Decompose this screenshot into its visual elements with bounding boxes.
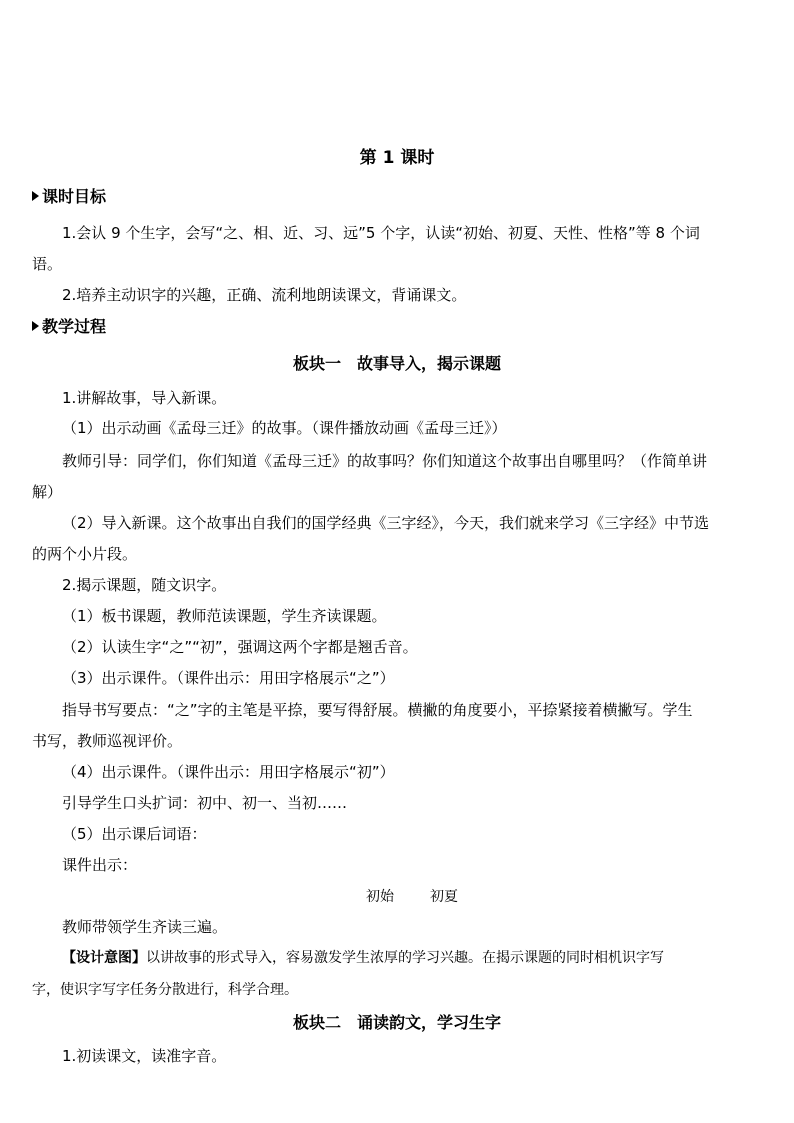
block-1-p2: （1）出示动画《孟母三迁》的故事。（课件播放动画《孟母三迁》） xyxy=(62,419,507,437)
design-intent-line-1: 【设计意图】以讲故事的形式导入，容易激发学生浓厚的学习兴趣。在揭示课题的同时相机识字写 xyxy=(62,950,664,966)
block-1-p5: 2.揭示课题，随文识字。 xyxy=(62,576,227,594)
triangle-bullet-icon xyxy=(32,191,39,201)
design-intent-label: 【设计意图】 xyxy=(62,950,146,966)
triangle-bullet-icon xyxy=(32,321,39,331)
block-1-p11: 引导学生口头扩词：初中、初一、当初…… xyxy=(62,794,348,812)
block-1-p1: 1.讲解故事，导入新课。 xyxy=(62,389,227,407)
block-1-p6: （1）板书课题，教师范读课题，学生齐读课题。 xyxy=(62,607,387,625)
goal-1-line-2: 语。 xyxy=(32,255,63,273)
block-1-p14: 教师带领学生齐读三遍。 xyxy=(62,918,228,936)
block-1-p9-line-1: 指导书写要点：“之”字的主笔是平捺，要写得舒展。横撇的角度要小，平捺紧接着横撇写。学生 xyxy=(62,701,693,719)
block-1-p12: （5）出示课后词语： xyxy=(62,825,207,843)
goal-1-line-1: 1.会认 9 个生字，会写“之、相、近、习、远”5 个字，认读“初始、初夏、天性、性格”等 8 个词 xyxy=(62,224,700,242)
section-heading-goals: 课时目标 xyxy=(32,187,106,207)
block-1-p10: （4）出示课件。（课件出示：用田字格展示“初”） xyxy=(62,763,395,781)
block-1-p9-line-2: 书写，教师巡视评价。 xyxy=(32,732,183,750)
block-1-p13: 课件出示： xyxy=(62,856,138,874)
block-1-p7: （2）认读生字“之”“初”，强调这两个字都是翘舌音。 xyxy=(62,638,418,656)
section-heading-process: 教学过程 xyxy=(32,317,106,337)
block-2-title: 板块二 诵读韵文，学习生字 xyxy=(292,1013,501,1032)
page-title: 第 1 课时 xyxy=(359,148,435,168)
goal-2: 2.培养主动识字的兴趣，正确、流利地朗读课文，背诵课文。 xyxy=(62,286,467,304)
block-1-p4-line-2: 的两个小片段。 xyxy=(32,545,138,563)
block-1-title: 板块一 故事导入，揭示课题 xyxy=(292,354,501,373)
design-intent-line-2: 字，使识字写字任务分散进行，科学合理。 xyxy=(32,982,298,998)
block-1-p4-line-1: （2）导入新课。这个故事出自我们的国学经典《三字经》，今天，我们就来学习《三字经》中节选 xyxy=(62,514,710,532)
block-1-p3-line-2: 解） xyxy=(32,483,63,501)
word-item: 初始 xyxy=(366,889,394,905)
block-1-p3-line-1: 教师引导：同学们，你们知道《孟母三迁》的故事吗？你们知道这个故事出自哪里吗？（作简单讲 xyxy=(62,452,708,470)
block-2-p1: 1.初读课文，读准字音。 xyxy=(62,1047,227,1065)
block-1-p8: （3）出示课件。（课件出示：用田字格展示“之”） xyxy=(62,669,395,687)
word-item: 初夏 xyxy=(430,889,458,905)
